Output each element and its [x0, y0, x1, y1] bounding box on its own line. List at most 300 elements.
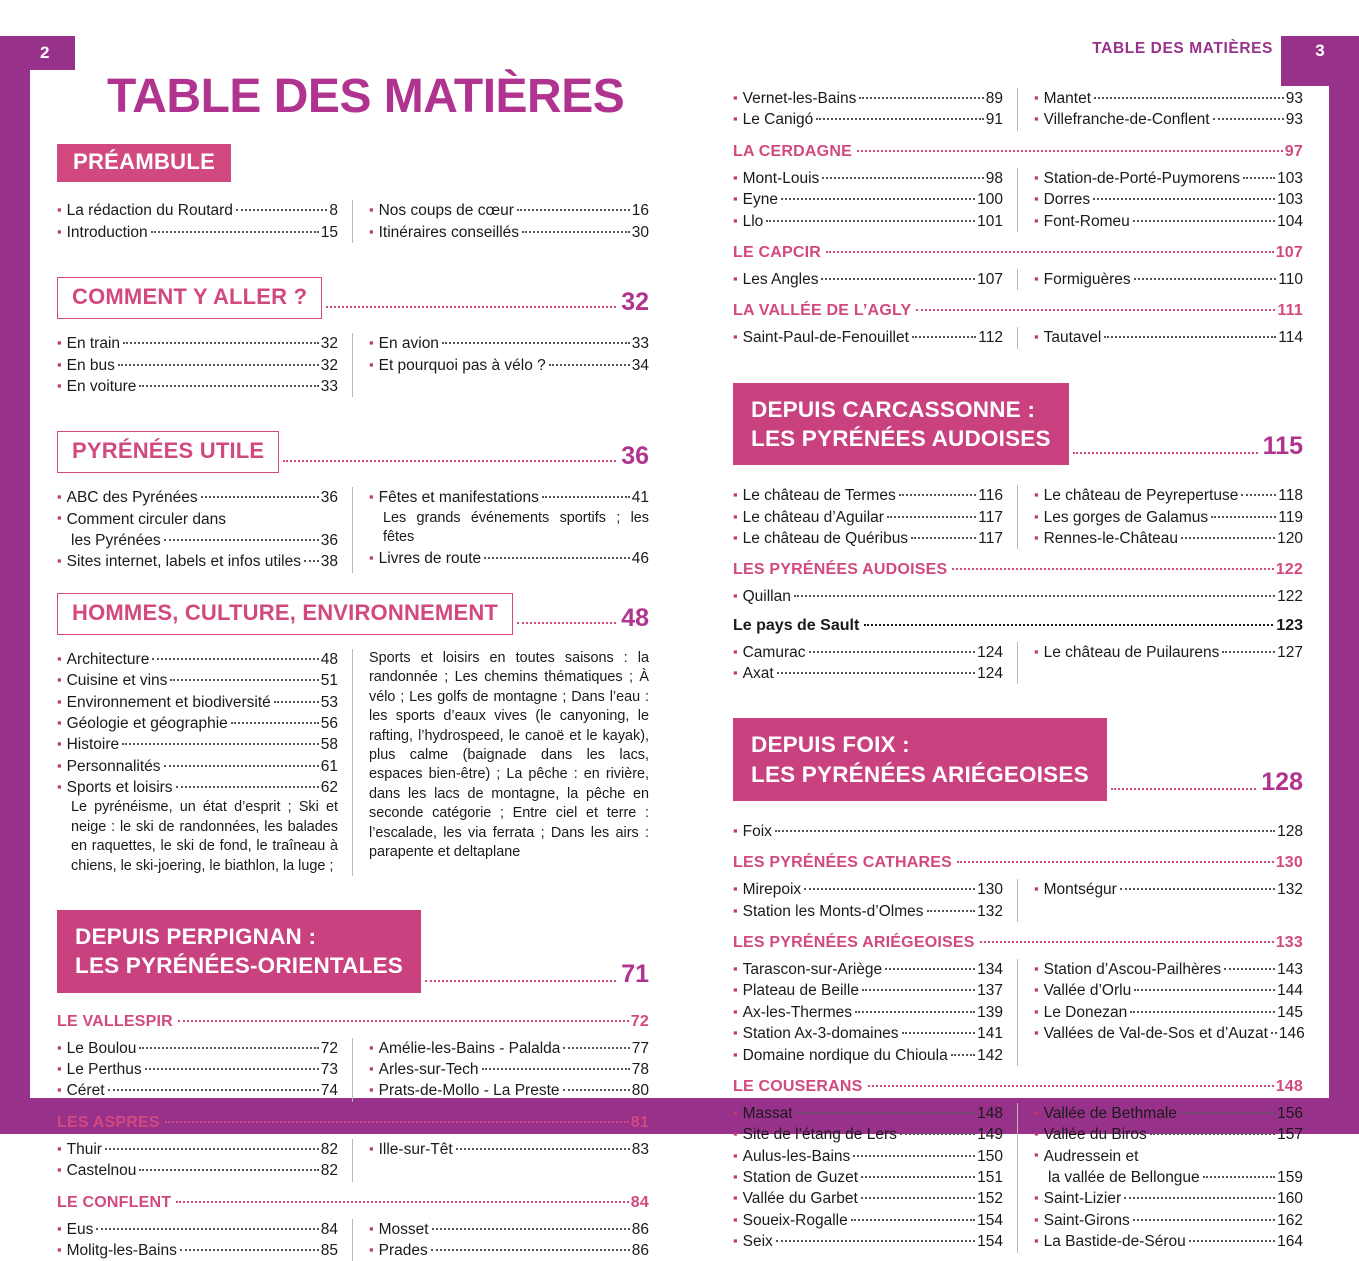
- bullet-icon: ▪: [733, 1169, 738, 1184]
- section-header[interactable]: [733, 383, 1303, 466]
- toc-entry[interactable]: [733, 269, 1003, 290]
- toc-entry[interactable]: [1034, 1023, 1303, 1044]
- entry-page: 141: [977, 1025, 1003, 1043]
- entry-label: Plateau de Beille: [742, 982, 859, 1000]
- entry-label: Aulus-les-Bains: [742, 1147, 851, 1165]
- toc-entry[interactable]: [1034, 189, 1303, 210]
- leader-dots: [821, 278, 975, 280]
- toc-entry[interactable]: [1034, 168, 1303, 189]
- toc-entry[interactable]: [369, 222, 649, 243]
- toc-entry[interactable]: [57, 1219, 338, 1240]
- bullet-icon: ▪: [1034, 1003, 1039, 1019]
- entry-page: 56: [320, 714, 338, 732]
- toc-entry[interactable]: [1034, 1124, 1303, 1145]
- toc-entry[interactable]: [1034, 879, 1303, 900]
- section-comment-y-aller: [57, 277, 649, 397]
- bullet-icon: ▪: [733, 1126, 738, 1142]
- leader-dots: [902, 1032, 976, 1034]
- bullet-icon: ▪: [369, 1140, 374, 1156]
- bullet-icon: ▪: [57, 714, 62, 730]
- toc-entry[interactable]: [733, 1002, 1003, 1023]
- entry-label: Itinéraires conseillés: [378, 223, 520, 241]
- entry-page: 61: [320, 757, 338, 775]
- toc-entry[interactable]: [57, 1059, 338, 1080]
- bullet-icon: ▪: [1034, 982, 1039, 998]
- entry-label: Le château d’Aguilar: [742, 508, 884, 526]
- entry-page: 93: [1285, 111, 1303, 129]
- entry-label: Soueix-Rogalle: [742, 1211, 848, 1229]
- region-label: LES ASPRES: [57, 1113, 160, 1131]
- bullet-icon: ▪: [1034, 1025, 1039, 1041]
- region-header-les-aspres[interactable]: [57, 1114, 649, 1132]
- entry-page: 104: [1277, 212, 1303, 230]
- leader-dots: [859, 97, 983, 99]
- toc-entry[interactable]: [57, 551, 338, 572]
- leader-dots: [1133, 1219, 1275, 1221]
- toc-entry[interactable]: [733, 1103, 1003, 1124]
- entry-label: Molitg-les-Bains: [66, 1241, 177, 1259]
- entry-page: 154: [977, 1211, 1003, 1229]
- toc-entry[interactable]: [733, 88, 1003, 109]
- entry-page: 46: [631, 549, 649, 567]
- leader-dots: [1271, 1032, 1277, 1034]
- leader-dots: [1094, 97, 1284, 99]
- leader-dots: [1189, 1240, 1275, 1242]
- entry-label: Vallée d’Orlu: [1043, 982, 1132, 1000]
- region-label: LE CONFLENT: [57, 1193, 172, 1211]
- bullet-icon: ▪: [1034, 1146, 1039, 1162]
- toc-entry[interactable]: [57, 509, 338, 552]
- toc-entry[interactable]: [369, 333, 649, 354]
- entry-page: 143: [1277, 961, 1303, 978]
- entry-col: [353, 1038, 649, 1102]
- bullet-icon: ▪: [369, 202, 374, 218]
- subsection-header-le-pays-de-sault[interactable]: [733, 617, 1303, 635]
- section-header[interactable]: [57, 431, 649, 473]
- leader-dots: [274, 701, 319, 703]
- section-label-pyrenees-utile: PYRÉNÉES UTILE: [57, 431, 279, 473]
- toc-entry[interactable]: [57, 692, 338, 713]
- bullet-icon: ▪: [1034, 270, 1039, 286]
- entry-note: Le pyrénéisme, un état d’esprit ; Ski et neige : le ski de randonnées, les balades en raquettes, le ski de fond, le traîneau à chiens, le ski-joering, le biathlon, la luge ;: [71, 799, 338, 874]
- leader-dots: [766, 220, 975, 222]
- entry-page: 89: [985, 90, 1003, 107]
- bullet-icon: ▪: [733, 881, 738, 897]
- entry-label: Architecture: [66, 650, 150, 668]
- bullet-icon: ▪: [733, 1003, 738, 1019]
- bullet-icon: ▪: [57, 202, 62, 218]
- entry-col: [57, 1139, 353, 1182]
- toc-entry[interactable]: [57, 649, 338, 670]
- toc-entry-fullwidth[interactable]: [733, 586, 1303, 607]
- section-header[interactable]: [57, 277, 649, 319]
- toc-entry[interactable]: [733, 189, 1003, 210]
- entry-page: 150: [977, 1147, 1003, 1165]
- entry-col: [733, 959, 1018, 1066]
- region-header-le-capcir[interactable]: [733, 244, 1303, 262]
- bullet-icon: ▪: [57, 489, 62, 505]
- region-label: LE VALLESPIR: [57, 1012, 173, 1030]
- toc-entry[interactable]: [733, 1231, 1003, 1252]
- entry-page: 116: [978, 487, 1003, 505]
- section-pyrenees-utile: [57, 431, 649, 573]
- entry-col: [57, 1219, 353, 1261]
- entry-page: 142: [977, 1046, 1003, 1064]
- region-label: LES PYRÉNÉES ARIÉGEOISES: [733, 934, 975, 951]
- section-header[interactable]: [57, 593, 649, 635]
- toc-entry[interactable]: [1034, 211, 1303, 232]
- entry-page: 157: [1277, 1126, 1303, 1144]
- toc-entry[interactable]: [733, 663, 1003, 684]
- entry-col: [353, 200, 649, 243]
- entry-label: Rennes-le-Château: [1043, 529, 1179, 547]
- region-header-les-pyrenees-audoises[interactable]: [733, 561, 1303, 579]
- leader-dots: [482, 1068, 630, 1070]
- section-label-depuis-foix: [733, 718, 1107, 801]
- bullet-icon: ▪: [733, 508, 738, 524]
- toc-entry[interactable]: [1034, 1146, 1303, 1189]
- leader-dots: [165, 1121, 629, 1123]
- toc-entry[interactable]: [733, 109, 1003, 130]
- entry-label: Quillan: [742, 588, 791, 606]
- region-header-la-cerdagne[interactable]: [733, 143, 1303, 161]
- toc-entry[interactable]: [57, 222, 338, 243]
- bullet-icon: ▪: [369, 335, 374, 351]
- toc-entry[interactable]: [1034, 1210, 1303, 1231]
- leader-dots: [1120, 888, 1275, 890]
- entry-label: Axat: [742, 665, 774, 682]
- page-number-left: 2: [0, 36, 75, 70]
- entry-page: 145: [1277, 1003, 1303, 1021]
- bullet-icon: ▪: [733, 1046, 738, 1062]
- leader-dots: [139, 1169, 318, 1171]
- toc-entry[interactable]: [369, 1139, 649, 1160]
- toc-entry[interactable]: [57, 670, 338, 691]
- entry-label: Vernet-les-Bains: [742, 90, 857, 107]
- toc-entry[interactable]: [733, 1124, 1003, 1145]
- bullet-icon: ▪: [57, 1220, 62, 1236]
- leader-dots: [1203, 1176, 1275, 1178]
- entry-col: [733, 269, 1018, 290]
- entry-label: Nos coups de cœur: [378, 202, 514, 220]
- toc-entry-fullwidth[interactable]: [733, 821, 1303, 842]
- toc-entry[interactable]: [733, 980, 1003, 1001]
- bullet-icon: ▪: [57, 223, 62, 239]
- toc-entry[interactable]: [733, 1167, 1003, 1188]
- entry-page: 127: [1277, 643, 1303, 661]
- entry-col: [733, 485, 1018, 549]
- entry-label-line1: Comment circuler dans: [66, 510, 226, 528]
- entry-label: Le Perthus: [66, 1061, 142, 1079]
- bullet-icon: ▪: [1034, 529, 1039, 545]
- leader-dots: [522, 231, 630, 233]
- region-header-les-pyrenees-cathares[interactable]: [733, 854, 1303, 872]
- toc-entry[interactable]: [733, 168, 1003, 189]
- running-head: TABLE DES MATIÈRES: [1092, 40, 1273, 57]
- bullet-icon: ▪: [733, 665, 738, 680]
- leader-dots: [916, 309, 1275, 311]
- entry-page: 159: [1277, 1169, 1303, 1186]
- region-header-les-pyrenees-ariegeoises[interactable]: [733, 934, 1303, 952]
- entry-label: Le Donezan: [1043, 1003, 1128, 1021]
- entry-label: Saint-Lizier: [1043, 1190, 1122, 1208]
- toc-entry[interactable]: [57, 1240, 338, 1261]
- toc-entry[interactable]: [57, 777, 338, 798]
- bullet-icon: ▪: [369, 1061, 374, 1077]
- entry-label: Arles-sur-Tech: [378, 1061, 479, 1079]
- entry-page: 41: [631, 489, 649, 507]
- toc-entry[interactable]: [369, 1219, 649, 1240]
- toc-entry[interactable]: [57, 756, 338, 777]
- toc-entry[interactable]: [369, 1038, 649, 1059]
- leader-dots: [826, 251, 1274, 253]
- leader-dots: [862, 989, 975, 991]
- leader-dots: [1124, 1197, 1275, 1199]
- bullet-icon: ▪: [57, 757, 62, 773]
- bullet-icon: ▪: [733, 961, 738, 976]
- leader-dots: [236, 209, 327, 211]
- region-header-le-conflent[interactable]: [57, 1194, 649, 1212]
- entry-label: Vallées de Val-de-Sos et d’Auzat: [1043, 1025, 1268, 1043]
- bullet-icon: ▪: [57, 693, 62, 709]
- entry-label-line2: les Pyrénées: [71, 532, 161, 550]
- toc-entry[interactable]: [369, 1059, 649, 1080]
- entry-label: Le château de Puilaurens: [1043, 643, 1220, 661]
- region-header-le-vallespir[interactable]: [57, 1013, 649, 1031]
- toc-entry[interactable]: [57, 355, 338, 376]
- region-label: LE CAPCIR: [733, 243, 822, 261]
- leader-dots: [304, 560, 319, 562]
- leader-dots: [322, 277, 616, 319]
- toc-entry[interactable]: [1034, 528, 1303, 549]
- bullet-icon: ▪: [733, 270, 738, 286]
- toc-entry[interactable]: [1034, 485, 1303, 506]
- entry-label: Mosset: [378, 1220, 429, 1238]
- entry-label: Histoire: [66, 736, 120, 754]
- entry-page: 152: [977, 1190, 1003, 1208]
- entry-page: 33: [631, 335, 649, 353]
- toc-entry[interactable]: [57, 1160, 338, 1181]
- toc-entry[interactable]: [57, 1080, 338, 1101]
- toc-entry[interactable]: [1034, 507, 1303, 528]
- toc-entry[interactable]: [369, 548, 649, 569]
- entry-pair: [57, 1038, 649, 1102]
- toc-entry[interactable]: [733, 1023, 1003, 1044]
- bullet-icon: ▪: [57, 1039, 62, 1055]
- leader-dots: [542, 496, 630, 498]
- toc-entry[interactable]: [57, 376, 338, 397]
- entry-page: 93: [1285, 90, 1303, 107]
- toc-entry[interactable]: [57, 333, 338, 354]
- toc-entry[interactable]: [57, 713, 338, 734]
- entry-label: Tarascon-sur-Ariège: [742, 961, 883, 978]
- entry-page: 36: [320, 489, 338, 507]
- entry-page: 110: [1278, 270, 1303, 288]
- toc-entry[interactable]: [733, 528, 1003, 549]
- bullet-icon: ▪: [733, 982, 738, 998]
- entry-page: 100: [977, 191, 1003, 209]
- toc-entry[interactable]: [57, 1139, 338, 1160]
- entry-col: [57, 200, 353, 243]
- bullet-icon: ▪: [1034, 881, 1039, 897]
- entry-page: 32: [320, 356, 338, 374]
- toc-entry[interactable]: [733, 879, 1003, 900]
- toc-entry[interactable]: [369, 487, 649, 508]
- leader-dots: [1181, 537, 1275, 539]
- toc-entry[interactable]: [1034, 88, 1303, 109]
- entry-col: [353, 487, 649, 573]
- bullet-icon: ▪: [733, 1147, 738, 1163]
- leader-dots: [1222, 651, 1275, 653]
- toc-entry[interactable]: [369, 1080, 649, 1101]
- entry-label: Les Angles: [742, 270, 819, 288]
- entry-label: Prats-de-Mollo - La Preste: [378, 1082, 560, 1100]
- toc-entry[interactable]: [733, 1146, 1003, 1167]
- toc-entry[interactable]: [57, 1038, 338, 1059]
- bullet-icon: ▪: [369, 223, 374, 239]
- toc-entry[interactable]: [57, 734, 338, 755]
- bullet-icon: ▪: [57, 553, 62, 569]
- toc-entry[interactable]: [369, 1240, 649, 1261]
- section-header[interactable]: [733, 718, 1303, 801]
- toc-entry[interactable]: [1034, 1188, 1303, 1209]
- entry-page: 114: [1278, 329, 1303, 347]
- toc-column-right: [733, 60, 1303, 1253]
- toc-entry[interactable]: [1034, 1103, 1303, 1124]
- section-header[interactable]: [57, 910, 649, 993]
- entry-page: 51: [320, 672, 338, 690]
- subsection-page: 123: [1276, 616, 1303, 634]
- toc-entry[interactable]: [733, 1045, 1003, 1066]
- toc-entry[interactable]: [1034, 109, 1303, 130]
- entry-page: 119: [1278, 508, 1303, 526]
- toc-entry[interactable]: [733, 959, 1003, 980]
- entry-page: 134: [977, 961, 1003, 978]
- toc-entry[interactable]: [1034, 980, 1303, 1001]
- entry-label: Céret: [66, 1082, 105, 1100]
- region-header-la-vallee-de-lagly[interactable]: [733, 302, 1303, 320]
- toc-entry[interactable]: [1034, 269, 1303, 290]
- entry-page: 103: [1277, 191, 1303, 209]
- leader-dots: [855, 1011, 975, 1013]
- leader-dots: [1130, 1011, 1275, 1013]
- bullet-icon: ▪: [1034, 508, 1039, 524]
- toc-entry[interactable]: [1034, 959, 1303, 980]
- entry-pair: [733, 327, 1303, 348]
- toc-entry[interactable]: [733, 1188, 1003, 1209]
- entry-pair: [733, 269, 1303, 290]
- bullet-icon: ▪: [733, 111, 738, 127]
- entry-label: Personnalités: [66, 757, 161, 775]
- bullet-icon: ▪: [733, 1233, 738, 1249]
- toc-entry[interactable]: [1034, 327, 1303, 348]
- leader-dots: [900, 1133, 975, 1135]
- entry-label-line1: Audressein et: [1043, 1147, 1139, 1165]
- bullet-icon: ▪: [1034, 1104, 1039, 1120]
- entry-col: [1018, 879, 1303, 922]
- leader-dots: [96, 1228, 318, 1230]
- bullet-icon: ▪: [57, 1082, 62, 1098]
- bullet-icon: ▪: [1034, 329, 1039, 345]
- leader-dots: [857, 150, 1283, 152]
- toc-entry[interactable]: [57, 487, 338, 508]
- leader-dots: [1243, 177, 1275, 179]
- leader-dots: [151, 231, 319, 233]
- entry-col: [353, 649, 649, 876]
- toc-entry[interactable]: [1034, 1002, 1303, 1023]
- leader-dots: [1093, 198, 1275, 200]
- toc-entry[interactable]: [369, 355, 649, 376]
- region-label: LES PYRÉNÉES CATHARES: [733, 854, 953, 872]
- region-label: LA VALLÉE DE L’AGLY: [733, 302, 912, 320]
- leader-dots: [432, 1228, 630, 1230]
- entry-page: 151: [977, 1169, 1003, 1186]
- toc-entry[interactable]: [57, 200, 338, 221]
- toc-entry[interactable]: [369, 200, 649, 221]
- entry-page: 128: [1277, 822, 1303, 840]
- bullet-icon: ▪: [57, 1061, 62, 1077]
- toc-entry[interactable]: [733, 901, 1003, 922]
- section-label-line2: LES PYRÉNÉES AUDOISES: [751, 425, 1051, 451]
- leader-dots: [139, 385, 318, 387]
- leader-dots: [885, 968, 975, 970]
- leader-dots: [1134, 278, 1277, 280]
- leader-dots: [231, 722, 319, 724]
- bullet-icon: ▪: [1034, 191, 1039, 207]
- leader-dots: [816, 118, 983, 120]
- entry-label: Vallée du Garbet: [742, 1190, 858, 1208]
- leader-dots: [911, 537, 976, 539]
- entry-page: 120: [1277, 529, 1303, 547]
- entry-page: 30: [631, 223, 649, 241]
- entry-label: Cuisine et vins: [66, 672, 168, 690]
- toc-entry[interactable]: [733, 642, 1003, 663]
- toc-entry[interactable]: [733, 327, 1003, 348]
- bullet-icon: ▪: [1034, 487, 1039, 503]
- bullet-icon: ▪: [1034, 111, 1039, 127]
- region-header-le-couserans[interactable]: [733, 1078, 1303, 1096]
- bullet-icon: ▪: [57, 650, 62, 666]
- leader-dots: [1104, 336, 1276, 338]
- entry-label: Livres de route: [378, 549, 482, 567]
- bullet-icon: ▪: [57, 1241, 62, 1257]
- bullet-icon: ▪: [57, 1140, 62, 1156]
- toc-entry[interactable]: [1034, 1231, 1303, 1252]
- toc-entry[interactable]: [733, 1210, 1003, 1231]
- entry-page: 91: [985, 111, 1003, 129]
- bullet-icon: ▪: [733, 822, 738, 838]
- toc-entry[interactable]: [733, 211, 1003, 232]
- toc-entry[interactable]: [733, 485, 1003, 506]
- leader-dots: [1211, 516, 1276, 518]
- leader-dots: [170, 679, 318, 681]
- section-label-line1: DEPUIS CARCASSONNE :: [751, 396, 1036, 422]
- region-page: 97: [1284, 142, 1303, 160]
- entry-pair: [733, 1103, 1303, 1253]
- entry-label: Introduction: [66, 223, 148, 241]
- entry-col: [1018, 88, 1303, 131]
- entry-page: 34: [631, 356, 649, 374]
- entry-page: 118: [1278, 487, 1303, 505]
- section-page: 128: [1261, 767, 1303, 796]
- entry-label: Font-Romeu: [1043, 212, 1130, 230]
- toc-entry[interactable]: [1034, 642, 1303, 663]
- leader-dots: [980, 941, 1274, 943]
- leader-dots: [517, 209, 630, 211]
- entry-page: 8: [329, 202, 338, 220]
- bullet-icon: ▪: [369, 1241, 374, 1257]
- toc-entry[interactable]: [733, 507, 1003, 528]
